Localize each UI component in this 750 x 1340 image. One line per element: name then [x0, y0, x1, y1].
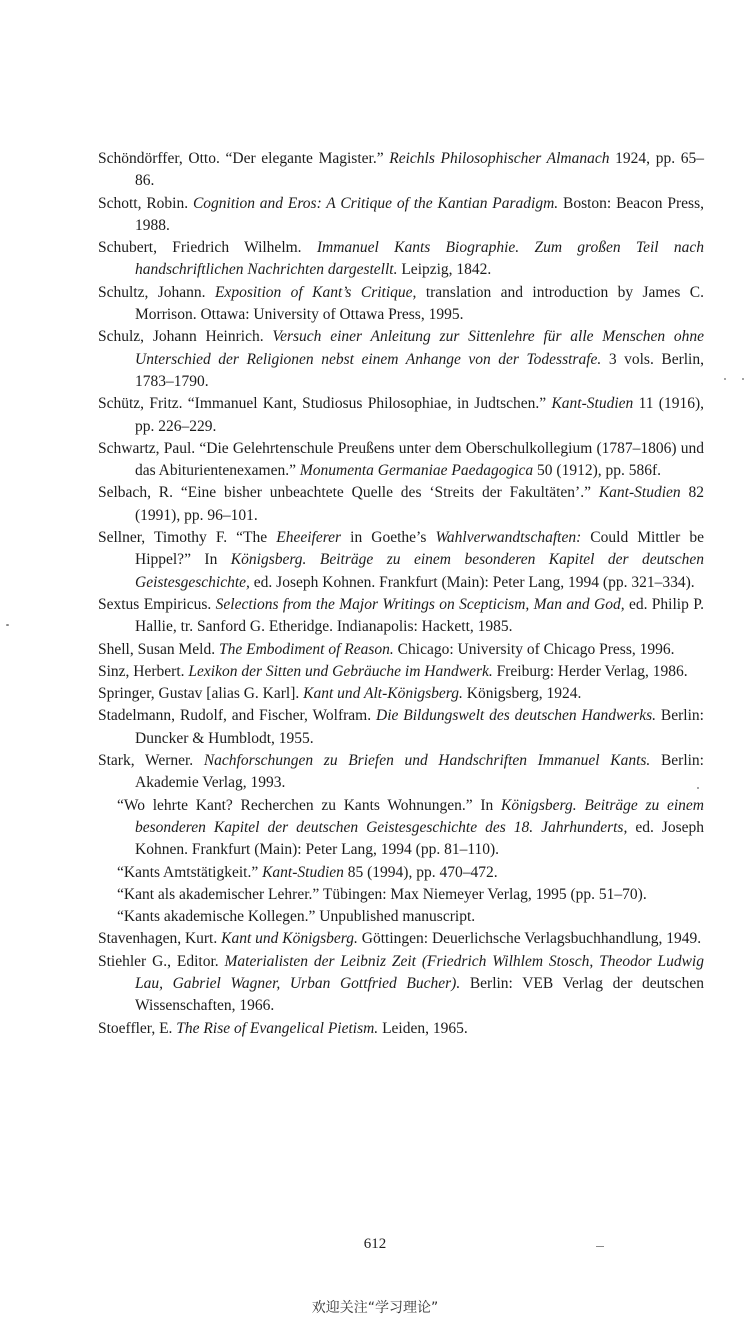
- entry-text: Schubert, Friedrich Wilhelm.: [98, 239, 317, 257]
- entry-text: ed. Philip P. Hallie, tr. Sanford G. Etheridge. Indianapolis: Hackett, 1985.: [135, 595, 704, 636]
- entry-title-italic: Die Bildungswelt des deutschen Handwerks.: [376, 707, 657, 725]
- bibliography-entry: [98, 393, 704, 438]
- entry-text: Schütz, Fritz. “Immanuel Kant, Studiosus Philosophiae, in Judtschen.”: [98, 395, 552, 413]
- entry-title-italic: Immanuel Kants Biographie. Zum großen Teil nach handschriftlichen Nachrichten dargestellt.: [135, 239, 705, 279]
- bibliography-entry: [98, 594, 704, 639]
- entry-title-italic: Nachforschungen zu Briefen und Handschriften Immanuel Kants.: [203, 752, 651, 770]
- entry-text: ed. Joseph Kohnen. Frankfurt (Main): Peter Lang, 1994 (pp. 81–110).: [135, 818, 704, 859]
- bibliography-entry: [98, 705, 704, 750]
- entry-title-italic: Kant-Studien: [262, 863, 344, 881]
- entry-title-italic: Kant-Studien: [598, 484, 681, 502]
- entry-title-italic: Monumenta Germaniae Paedagogica: [299, 462, 534, 480]
- entry-text: “Kants akademische Kollegen.” Unpublished manuscript.: [117, 908, 476, 926]
- entry-text: Königsberg, 1924.: [462, 685, 582, 703]
- bibliography-entry: [98, 639, 704, 661]
- entry-title-italic: Königsberg. Beiträge zu einem besonderen Kapitel der deutschen Geistesgeschichte,: [135, 551, 704, 591]
- bibliography-entry: [98, 237, 704, 282]
- entry-text: “Wo lehrte Kant? Recherchen zu Kants Wohnungen.” In: [117, 796, 501, 814]
- entry-title-italic: Wahlverwandtschaften:: [435, 529, 582, 547]
- bibliography-entry: [98, 951, 704, 1018]
- entry-title-italic: Königsberg. Beiträge zu einem besonderen Kapitel der deutschen Geistesgeschichte des 18. Jahrhunderts,: [135, 796, 704, 836]
- entry-text: Shell, Susan Meld.: [98, 640, 219, 658]
- entry-text: Schott, Robin.: [98, 194, 193, 212]
- entry-text: Stoeffler, E.: [98, 1019, 177, 1037]
- entry-text: “Kant als akademischer Lehrer.” Tübingen: Max Niemeyer Verlag, 1995 (pp. 51–70).: [117, 885, 647, 903]
- page-number: 612: [363, 1236, 387, 1252]
- entry-title-italic: Eheeiferer: [276, 529, 342, 547]
- entry-text: Boston: Beacon Press, 1988.: [135, 194, 704, 234]
- entry-text: Chicago: University of Chicago Press, 1996.: [393, 640, 675, 658]
- entry-title-italic: Cognition and Eros: A Critique of the Kantian Paradigm.: [192, 194, 559, 212]
- entry-text: 85 (1994), pp. 470–472.: [343, 863, 498, 881]
- entry-text: “Kants Amtstätigkeit.”: [117, 863, 263, 881]
- entry-text: Springer, Gustav [alias G. Karl].: [98, 685, 304, 703]
- entry-text: Schulz, Johann Heinrich.: [98, 328, 273, 346]
- entry-text: Freiburg: Herder Verlag, 1986.: [492, 662, 688, 680]
- entry-title-italic: The Rise of Evangelical Pietism.: [176, 1019, 379, 1037]
- entry-text: 82 (1991), pp. 96–101.: [135, 484, 705, 524]
- scan-speck: [596, 1246, 604, 1247]
- bibliography-entry: [98, 884, 704, 906]
- entry-text: Schultz, Johann.: [98, 283, 215, 301]
- entry-text: Berlin: Akademie Verlag, 1993.: [135, 752, 704, 792]
- entry-title-italic: Selections from the Major Writings on Scepticism, Man and God,: [215, 595, 625, 613]
- entry-text: Göttingen: Deuerlichsche Verlagsbuchhandlung, 1949.: [357, 930, 702, 948]
- entry-text: Sextus Empiricus.: [98, 595, 216, 613]
- entry-text: in Goethe’s: [341, 529, 436, 547]
- entry-title-italic: The Embodiment of Reason.: [219, 640, 394, 658]
- scan-speck: [724, 378, 726, 380]
- entry-text: Stiehler G., Editor.: [98, 952, 225, 970]
- bibliography-entry: [98, 750, 704, 795]
- bibliography-entry: [98, 795, 704, 862]
- scan-speck: [6, 624, 9, 626]
- entry-text: Stark, Werner.: [98, 752, 204, 770]
- bibliography-entry: [98, 862, 704, 884]
- entry-text: translation and introduction by James C. Morrison. Ottawa: University of Ottawa Press, 1995.: [135, 283, 705, 324]
- bibliography-entry: [98, 906, 704, 928]
- bibliography-entry: [98, 438, 704, 483]
- entry-title-italic: Reichls Philosophischer Almanach: [389, 150, 610, 167]
- entry-text: Berlin: Duncker & Humblodt, 1955.: [135, 707, 704, 747]
- entry-title-italic: Kant-Studien: [551, 395, 634, 413]
- entry-text: Schwartz, Paul. “Die Gelehrtenschule Preußens unter dem Oberschulkollegium (1787–1806) und das Abiturientenexamen.”: [98, 439, 704, 480]
- bibliography-entry: [98, 326, 704, 393]
- entry-text: 11 (1916), pp. 226–229.: [135, 395, 704, 435]
- entry-text: Selbach, R. “Eine bisher unbeachtete Quelle des ‘Streits der Fakultäten’.”: [98, 484, 599, 502]
- entry-text: ed. Joseph Kohnen. Frankfurt (Main): Peter Lang, 1994 (pp. 321–334).: [249, 573, 695, 591]
- bibliography-entry: [98, 527, 704, 594]
- entry-title-italic: Kant und Königsberg.: [221, 930, 358, 948]
- entry-text: Leiden, 1965.: [378, 1019, 468, 1037]
- entry-title-italic: Lexikon der Sitten und Gebräuche im Handwerk.: [188, 662, 493, 680]
- bibliography-entry: [98, 928, 704, 950]
- bibliography-entry: [98, 482, 704, 527]
- bibliography-entry: [98, 683, 704, 705]
- entry-text: Sellner, Timothy F. “The: [98, 529, 277, 547]
- entry-text: 1924, pp. 65–86.: [135, 150, 705, 190]
- entry-text: Could Mittler be Hippel?” In: [135, 529, 705, 569]
- entry-text: 50 (1912), pp. 586f.: [533, 462, 662, 480]
- entry-title-italic: Materialisten der Leibniz Zeit (Friedrich Wilhlem Stosch, Theodor Ludwig Lau, Gabriel Wagner, Urban Gottfried Bucher).: [135, 952, 704, 992]
- bibliography-entry: [98, 661, 704, 683]
- entry-title-italic: Versuch einer Anleitung zur Sittenlehre für alle Menschen ohne Unterschied der Religionen nebst einem Anhange von der Todesstrafe.: [135, 328, 705, 368]
- bibliography-entry: [98, 282, 704, 327]
- entry-text: Stavenhagen, Kurt.: [98, 930, 222, 948]
- entry-text: Leipzig, 1842.: [397, 261, 492, 279]
- bibliography-list: [98, 148, 704, 1040]
- entry-text: Berlin: VEB Verlag der deutschen Wissenschaften, 1966.: [135, 974, 704, 1015]
- entry-title-italic: Exposition of Kant’s Critique,: [214, 283, 417, 301]
- footer-watermark-text: 欢迎关注“学习理论”: [311, 1300, 439, 1316]
- entry-title-italic: Kant und Alt-Königsberg.: [303, 685, 463, 703]
- entry-text: Sinz, Herbert.: [98, 662, 189, 680]
- entry-text: 3 vols. Berlin, 1783–1790.: [135, 350, 704, 390]
- bibliography-entry: [98, 193, 704, 238]
- entry-text: Stadelmann, Rudolf, and Fischer, Wolfram.: [98, 707, 377, 725]
- scan-speck: [697, 787, 699, 789]
- entry-text: Schöndörffer, Otto. “Der elegante Magister.”: [98, 150, 390, 167]
- bibliography-entry: [98, 148, 704, 193]
- scan-speck: [742, 378, 744, 380]
- bibliography-entry: [98, 1018, 704, 1040]
